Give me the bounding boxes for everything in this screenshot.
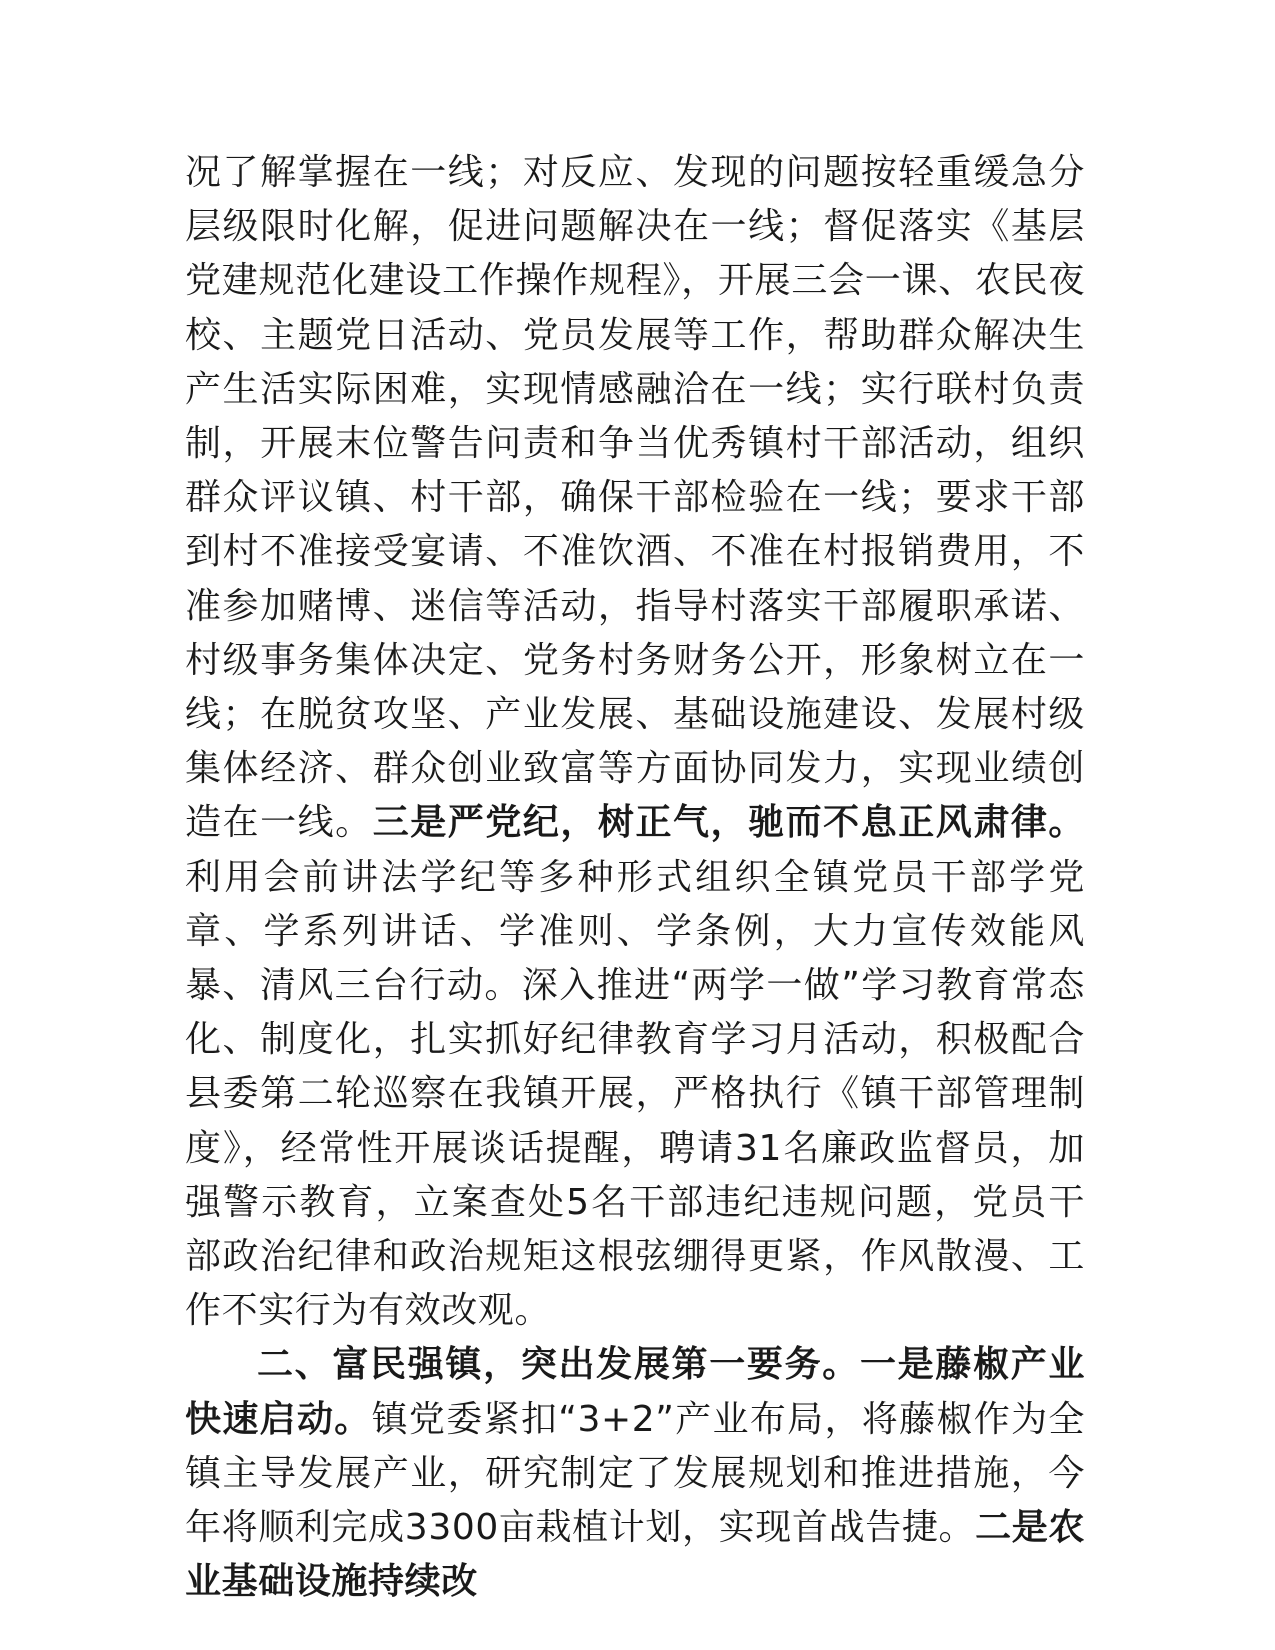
bold-heading: 二是农业基础设施持续改 [185,1507,1085,1603]
paragraph-1 [185,146,1085,1338]
paragraph-text: 利用会前讲法学纪等多种形式组织全镇党员干部学党章、学系列讲话、学准则、学条例，大力宣传效能风暴、清风三台行动。深入推进“两学一做”学习教育常态化、制度化，扎实抓好纪律教育学习月活动，积极配合县委第二轮巡察在我镇开展，严格执行《镇干部管理制度》，经常性开展谈话提醒，聘请31名廉政监督员，加强警示教育，立案查处5名干部违纪违规问题，党员干部政治纪律和政治规矩这根弦绷得更紧，作风散漫、工作不实行为有效改观。 [185,856,1085,1332]
document-page [185,146,1085,1609]
section-heading: 二、富民强镇，突出发展第一要务。一是藤椒产业快速启动。 [185,1344,1085,1440]
bold-heading: 三是严党纪，树正气，驰而不息正风肃律。 [372,802,1085,844]
paragraph-text: 镇党委紧扣“3+2”产业布局，将藤椒作为全镇主导发展产业，研究制定了发展规划和推进措施，今年将顺利完成3300亩栽植计划，实现首战告捷。 [185,1398,1085,1549]
paragraph-text: 况了解掌握在一线；对反应、发现的问题按轻重缓急分层级限时化解，促进问题解决在一线；督促落实《基层党建规范化建设工作操作规程》，开展三会一课、农民夜校、主题党日活动、党员发展等工作，帮助群众解决生产生活实际困难，实现情感融洽在一线；实行联村负责制，开展末位警告问责和争当优秀镇村干部活动，组织群众评议镇、村干部，确保干部检验在一线；要求干部到村不准接受宴请、不准饮酒、不准在村报销费用，不准参加赌博、迷信等活动，指导村落实干部履职承诺、村级事务集体决定、党务村务财务公开，形象树立在一线；在脱贫攻坚、产业发展、基础设施建设、发展村级集体经济、群众创业致富等方面协同发力，实现业绩创造在一线。 [185,152,1085,844]
paragraph-2 [185,1338,1085,1609]
